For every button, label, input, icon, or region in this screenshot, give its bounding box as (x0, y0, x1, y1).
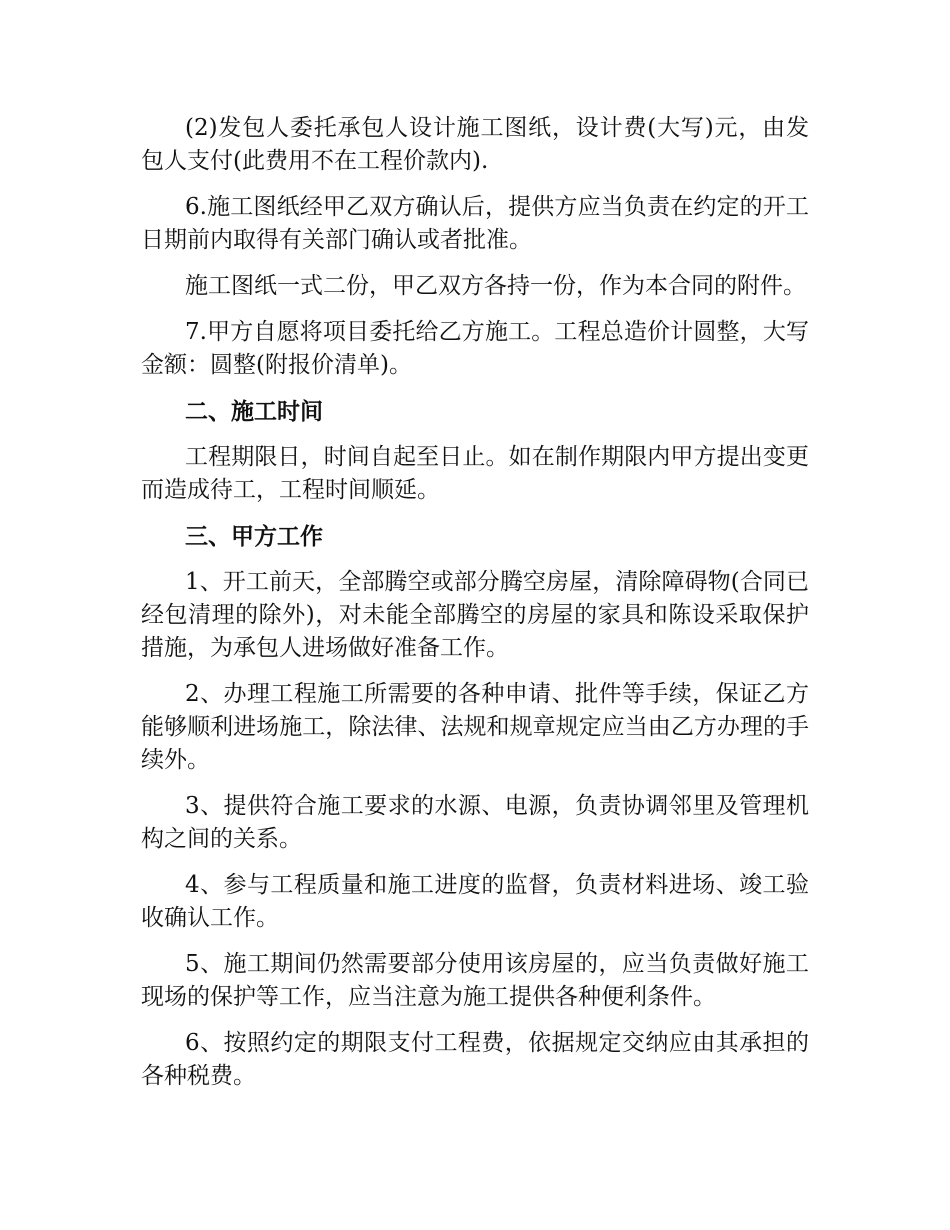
paragraph-drawing-approval: 6.施工图纸经甲乙双方确认后，提供方应当负责在约定的开工日期前内取得有关部门确认或者批准。 (141, 194, 809, 253)
section-heading-schedule: 二、施工时间 (185, 398, 323, 425)
document-body (141, 112, 809, 1106)
paragraph-duty-6: 6、按照约定的期限支付工程费，依据规定交纳应由其承担的各种税费。 (141, 1030, 809, 1089)
paragraph-drawing-copies: 施工图纸一式二份，甲乙双方各持一份，作为本合同的附件。 (185, 273, 806, 299)
paragraph-schedule: 工程期限日，时间自起至日止。如在制作期限内甲方提出变更而造成待工，工程时间顺延。 (141, 444, 809, 503)
paragraph-duty-1: 1、开工前天，全部腾空或部分腾空房屋，清除障碍物(合同已经包清理的除外)，对未能全部腾空的房屋的家具和陈设采取保护措施，为承包人进场做好准备工作。 (141, 569, 809, 661)
paragraph-duty-2: 2、办理工程施工所需要的各种申请、批件等手续，保证乙方能够顺利进场施工，除法律、法规和规章规定应当由乙方办理的手续外。 (141, 681, 809, 773)
paragraph-duty-4: 4、参与工程质量和施工进度的监督，负责材料进场、竣工验收确认工作。 (141, 872, 809, 931)
paragraph-duty-3: 3、提供符合施工要求的水源、电源，负责协调邻里及管理机构之间的关系。 (141, 793, 809, 852)
paragraph-design-fee: (2)发包人委托承包人设计施工图纸，设计费(大写)元，由发包人支付(此费用不在工程价款内). (141, 115, 809, 174)
paragraph-total-cost: 7.甲方自愿将项目委托给乙方施工。工程总造价计圆整，大写金额：圆整(附报价清单)。 (141, 319, 809, 378)
paragraph-duty-5: 5、施工期间仍然需要部分使用该房屋的，应当负责做好施工现场的保护等工作，应当注意为施工提供各种便利条件。 (141, 951, 809, 1010)
section-heading-party-a-duties: 三、甲方工作 (185, 523, 323, 550)
